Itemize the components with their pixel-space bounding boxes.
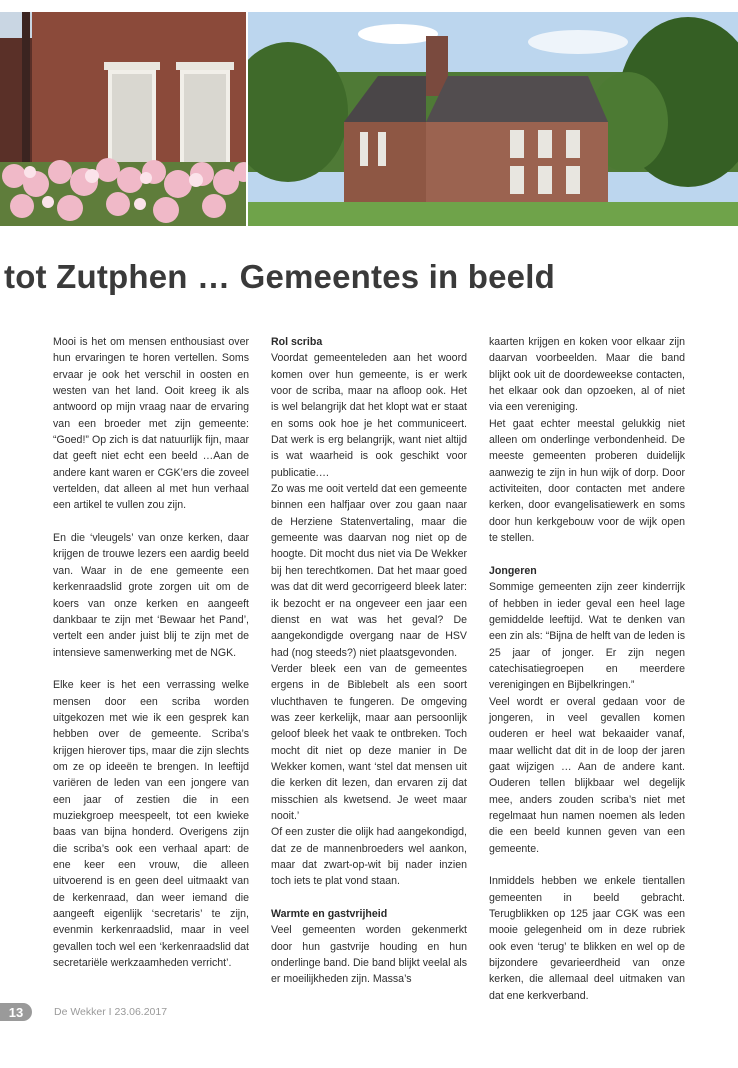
- text-column-1: [53, 334, 249, 971]
- paragraph: Mooi is het om mensen enthousiast over hun ervaringen te horen vertellen. Soms ervaar je ook het verschil in oosten en westen van het land. Ooit kreeg ik als antwoord op mijn vraag naar de ervaring van een broeder met zijn gemeente: “Goed!” Op zich is dat natuurlijk fijn, maar dat geeft niet echt een beeld …Aan de andere kant waren er CGK’ers die zoveel vertelden, dat alleen al met hun verhaal een artikel te vullen zou zijn.: [53, 336, 249, 512]
- paragraph: Verder bleek een van de gemeentes ergens in de Biblebelt als een soort vluchthaven te fungeren. De omgeving was zeer kerkelijk, maar aan persoonlijk geloof bleek het vaak te ontbreken. Toch mocht dit niet op deze manier in De Wekker komen, want ‘stel dat mensen uit die kerken dit lezen, dan ervaren zij dat misschien als kwetsend. Je weet maar nooit.’: [271, 662, 467, 822]
- paragraph: Het gaat echter meestal gelukkig niet alleen om onderlinge verbondenheid. De meeste gemeenten proberen duidelijk aanwezig te zijn in hun wijk of dorp. Door activiteiten, door contacten met andere kerken, door evangelisatiewerk en soms door hun kerkgebouw voor de wijk open te stellen.: [489, 417, 685, 545]
- publication-date: 23.06.2017: [114, 1006, 168, 1018]
- article-headline: tot Zutphen … Gemeentes in beeld: [4, 258, 555, 295]
- section-heading-jongeren: Jongeren: [489, 564, 537, 577]
- footer-separator: I: [108, 1006, 112, 1018]
- paragraph: Sommige gemeenten zijn zeer kinderrijk of hebben in ieder geval een heel lage gemiddelde leeftijd. Wat te denken van een zin als: “Bijna de helft van de leden is 25 jaar of jonger. Er zijn negen catechisatiegroepen en meerdere verenigingen en Bijbelkringen.”: [489, 581, 685, 692]
- text-column-3: [489, 334, 685, 1004]
- paragraph: Inmiddels hebben we enkele tientallen gemeenten in beeld gebracht. Terugblikken op 125 jaar CGK was een mooie gelegenheid om in deze rubriek ook even ‘terug’ te blikken en wel op de bijzondere gevarieerdheid van onze kerken, die allemaal deel uitmaken van dat ene kerkverband.: [489, 875, 685, 1002]
- photo-left-illustration: [0, 12, 246, 226]
- photo-church-building: [248, 12, 738, 226]
- paragraph: Of een zuster die olijk had aangekondigd, dat ze de mannenbroeders wel aankon, maar dat zwart-op-wit bij nader inzien toch iets te plat vond staan.: [271, 826, 467, 888]
- photo-brick-wall-hydrangeas: [0, 12, 246, 226]
- photo-right-illustration: [248, 12, 738, 226]
- section-heading-warmte: Warmte en gastvrijheid: [271, 908, 388, 921]
- paragraph: Veel wordt er overal gedaan voor de jongeren, in veel gevallen komen ouderen er heel wat bekaaider vanaf, maar wellicht dat dit in de loop der jaren gaat wijzigen … Aan de andere kant. Ouderen tellen blijkbaar wel degelijk mee, anders zouden scriba’s niet met regelmaat hun namen noemen als leden die een beeld kunnen geven van een gemeente.: [489, 695, 685, 855]
- paragraph: Zo was me ooit verteld dat een gemeente binnen een halfjaar over zou gaan naar de Herziene Statenvertaling, maar die gemeente was daarvan nog niet op de hoogte. Dit mocht dus niet via De Wekker bij hen terechtkomen. Dat het maar goed was dat dit werd gecorrigeerd bleek later: ik bezocht er na ongeveer een jaar een dienst en wat was het geval? De aangekondigde overgang naar de HSV had (nog steeds?) niet plaatsgevonden.: [271, 483, 467, 659]
- paragraph: kaarten krijgen en koken voor elkaar zijn daarvan voorbeelden. Maar die band blijkt ook uit de doordeweekse contacten, het elkaar ook dan opzoeken, al of niet via een vereniging.: [489, 336, 685, 414]
- text-column-2: [271, 334, 467, 988]
- paragraph: Elke keer is het een verrassing welke mensen door een scriba worden uitgekozen met wie ik een gesprek kan hebben over de gemeente. Scriba’s krijgen hierover tips, maar die zijn slechts om ze op ideeën te brengen. In leeftijd variëren de leden van een jongere van een jaar of zestien die in een muziekgroep meespeelt, tot een kwieke baas van bijna honderd. Overigens zijn die scriba’s ook een verhaal apart: de ene keer een vrouw, die alleen uitvoerend is en geen deel uitmaakt van de kerkenraad, dan weer iemand die aangeeft eigenlijk ‘secretaris’ te zijn, evenmin kerkenraadslid, maar in veel gevallen toch wel een ‘kerkenraadslid dat secretariële werkzaamheden verricht’.: [53, 679, 249, 970]
- publication-info: [54, 1006, 167, 1018]
- section-heading-rol-scriba: Rol scriba: [271, 336, 323, 348]
- paragraph: En die ‘vleugels’ van onze kerken, daar krijgen de trouwe lezers een aardig beeld van. Waar in de ene gemeente een kerkenraadslid grote zorgen uit om de koers van onze kerken en aangeeft dankbaar te zijn met ‘Bewaar het Pand’, vertelt een ander juist blij te zijn met de intensieve samenwerking met de NGK.: [53, 532, 249, 659]
- paragraph: Voordat gemeenteleden aan het woord komen over hun gemeente, is er werk voor de scriba, maar na afloop ook. Het is wel belangrijk dat het klopt wat er staat en soms ook hoe je het communiceert. Dat werk is erg belangrijk, want niet altijd is wat waarheid is ook geschikt voor publicatie.…: [271, 352, 467, 479]
- page-number: 13: [0, 1003, 32, 1021]
- paragraph: Veel gemeenten worden gekenmerkt door hun gastvrije houding en hun onderlinge band. Die band blijkt veelal als er moeilijkheden zijn. Massa’s: [271, 924, 467, 986]
- publication-name: De Wekker: [54, 1006, 106, 1018]
- page-footer: [0, 1003, 167, 1021]
